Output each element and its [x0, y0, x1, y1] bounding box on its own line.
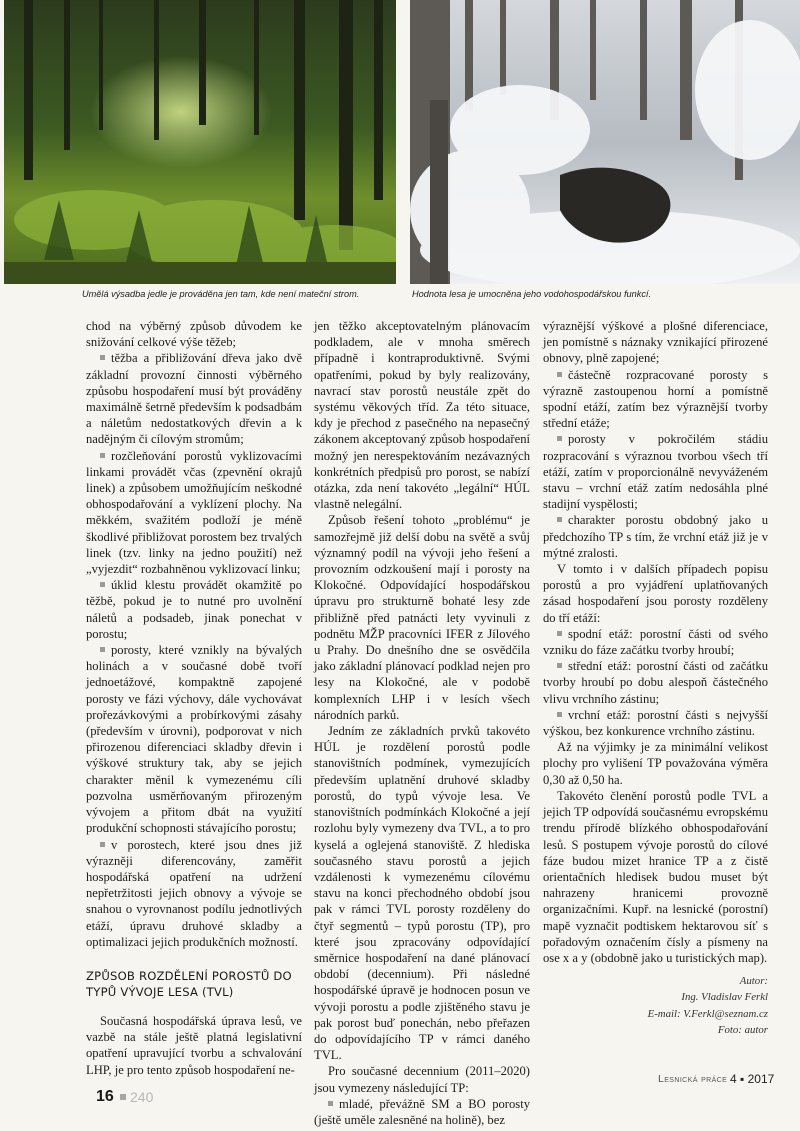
- bullet-square-icon: [100, 582, 105, 587]
- bullet-item: spodní etáž: porostní části od svého vzniku do fáze začátku tvorby hroubí;: [543, 626, 768, 658]
- bullet-item: porosty v pokročilém stádiu rozpracování s výraznou tvorbou všech tří etáží, zatím v proporcionálně nevyváženém stavu – vrchní etáž zatím nedosáhla plné stadijní vyspělosti;: [543, 432, 768, 512]
- bullet-square-icon: [557, 663, 562, 668]
- forest-regeneration-photo: [4, 0, 396, 284]
- paragraph: chod na výběrný způsob důvodem ke snižování celkové výše těžeb;: [86, 319, 302, 350]
- bullet-item: charakter porostu obdobný jako u předchozího TP s tím, že vrchní etáž již je v mýtné zralosti.: [543, 513, 768, 560]
- paragraph: Způsob řešení tohoto „problému“ je samozřejmě již delší dobu na světě a svůj významný podíl na vývoji jeho řešení a provozním odzkoušení mají i porosty na Klokočné. Odpovídající hospodářskou úpravu pro strukturně bohaté lesy zde přibližně před patnácti lety vyvinuli z podnětu MŽP pracovníci IFER z Jílového u Prahy. Do dnešního dne se osvědčila jako základní plánovací podklad nejen pro lesy na Klokočné, ale v podobě komplexních LHP i v lesích všech národních parků.: [314, 513, 530, 722]
- magazine-name: Lesnická práce: [658, 1073, 728, 1085]
- paragraph: jen těžko akceptovatelným plánovacím podkladem, ale v mnoha směrech případně i kontraproduktivně. Svými opatřeními, pokud by byly realizovány, navrací stav porostů neustále zpět do systému věkových tříd. Za této situace, kdy je přechod z pasečného na nepasečný zákonem akceptovaný způsob hospodaření možný jen nerespektováním nezávazných konkrétních předpisů pro porost, se nabízí otázka, zda není takovéto „legální“ HÚL vlastně nelegální.: [314, 319, 530, 512]
- bullet-square-icon: [557, 631, 562, 636]
- forest-regeneration-image: [4, 0, 396, 284]
- bullet-item: v porostech, které jsou dnes již výrazněji diferencovány, zaměřit hospodářská opatření na udržení nepřetržitosti jejich obnovy a vývoje se snahou o vyrovnanost podílu jednotlivých etáží, úpravu druhové skladby a optimalizaci jejich produkčních možností.: [86, 837, 302, 949]
- author-name: Ing. Vladislav Ferkl: [681, 991, 768, 1004]
- bullet-item: mladé, převážně SM a BO porosty (ještě uměle zalesněné na holině), bez: [314, 1096, 530, 1127]
- bullet-square-icon: [557, 712, 562, 717]
- bullet-square-icon: [100, 647, 105, 652]
- paragraph: Pro současné decennium (2011–2020) jsou vymezeny následující TP:: [314, 1064, 530, 1095]
- bullet-square-icon: [557, 372, 562, 377]
- bullet-item: vrchní etáž: porostní části s nejvyšší výškou, bez konkurence vrchního zástinu.: [543, 707, 768, 739]
- bullet-square-icon: [100, 453, 105, 458]
- issue-number: 4 ▪ 2017: [730, 1072, 775, 1086]
- bullet-square-icon: [557, 436, 562, 441]
- bullet-square-icon: [557, 517, 562, 522]
- paragraph: Takovéto členění porostů podle TVL a jejich TP odpovídá současnému evropskému trendu přírodě blízkého obhospodařování lesů. S postupem vývoje porostů do cílové fáze budou mizet hranice TP a z čistě orientačních hledisek budou muset být nahrazeny hranicemi provozně organizačními. Kupř. na lesnické (porostní) mapě vyznačit podtiskem hektarovou síť s pořadovým označením čísly a písmeny na ose x a y (obdobně jako u turistických map).: [543, 788, 768, 965]
- snowy-forest-photo: [410, 0, 800, 284]
- author-email: E-mail: V.Ferkl@seznam.cz: [647, 1007, 768, 1020]
- bullet-item: těžba a přibližování dřeva jako dvě základní provozní činnosti výběrného způsobu hospodaření musí být prováděny maximálně šetrně především k podsadbám a náletům nedostatkových dřevin a k nadějným či cílovým stromům;: [86, 351, 302, 447]
- section-heading: ZPŮSOB ROZDĚLENÍ POROSTŮ DO TYPŮ VÝVOJE LESA (TVL): [86, 968, 292, 1000]
- page-number-alt: 240: [130, 1089, 154, 1105]
- paragraph: Současná hospodářská úprava lesů, ve vazbě na stále ještě platná legislativní opatření upravující tvorbu a schvalování LHP, je pro tento způsob hospodaření ne-: [86, 1013, 302, 1077]
- page-number: 16: [96, 1088, 114, 1105]
- bullet-square-icon: [100, 842, 105, 847]
- bullet-item: úklid klestu provádět okamžitě po těžbě, pokud je to nutné pro uvolnění náletů a podsadeb, jinak ponechat v porostu;: [86, 578, 302, 641]
- caption-left: Umělá výsadba jedle je prováděna jen tam, kde není mateční strom.: [82, 289, 360, 299]
- paragraph: V tomto i v dalších případech popisu porostů a pro vyjádření uplatňovaných zásad hospodaření jsou porosty rozděleny do tří etáží:: [543, 562, 768, 625]
- bullet-item: částečně rozpracované porosty s výrazně zastoupenou horní a pomístně spodní etáží, zatím bez výraznější tvorby střední etáže;: [543, 367, 768, 431]
- photo-credit: Foto: autor: [717, 1024, 768, 1037]
- caption-right: Hodnota lesa je umocněna jeho vodohospodářskou funkcí.: [412, 289, 652, 299]
- article-column-3: [543, 318, 768, 966]
- bullet-item: porosty, které vznikly na bývalých holinách a v současné době tvoří jednoetážové, kompaktně zapojené porosty ve fázi výchovy, dále vychovávat prořezávkovými a probírkovými zásahy (především v úrovni), podporovat v nich přirozenou diferenciaci skladby dřevin i výškové struktury tak, aby se jejich charakter měnil k vymezenému cíli pozvolna usměrňovaným přirozeným vývojem a přitom dbát na využití produkční schopnosti stávajícího porostu;: [86, 643, 302, 836]
- bullet-item: střední etáž: porostní části od začátku tvorby hroubí po dobu alespoň částečného vlivu vrchního zástinu;: [543, 659, 768, 706]
- bullet-square-icon: [100, 355, 105, 360]
- paragraph: výraznější výškové a plošné diferenciace, jen pomístně s náznaky vznikající přirozené obnovy, plně zapojené;: [543, 319, 768, 366]
- snowy-forest-stream-image: [410, 0, 800, 284]
- article-column-2: [314, 318, 530, 1128]
- paragraph: Až na výjimky je za minimální velikost plochy pro vylišení TP považována výměra 0,30 až 0,50 ha.: [543, 740, 768, 787]
- footer-square-icon: [120, 1094, 126, 1100]
- author-label: Autor:: [739, 975, 768, 987]
- bullet-item: rozčleňování porostů vyklizovacími linkami provádět včas (zpevnění okrajů linek) a způsobem umožňujícím neškodné obhospodařování a vyklízení plochy. Na měkkém, svažitém podloží je méně škodlivé přibližovat porostem bez trvalých linek (tzv. linky na jedno použití) než „vyjezdit“ rozbahněnou vyklizovací linku;: [86, 448, 302, 577]
- paragraph: Jedním ze základních prvků takovéto HÚL je rozdělení porostů podle stanovištních podmínek, vymezujících především uplatnění druhové skladby porostů, do typů vývoje lesa. Ve stanovištních podmínkách Klokočné a její rozlohu byly vymezeny dva TVL, a to pro kyselá a oglejená stanoviště. Z hlediska současného stavu porostů a jejich vzdálenosti k vymezenému cílovému stavu na konci přechodného období jsou pak v rámci TVL porosty rozděleny do čtyř segmentů – typů porostu (TP), pro které jsou zpracovány odpovídající směrnice hospodaření na dané plánovací období (decennium). Při následné hospodářské úpravě je hodnocen posun ve vývoji porostu a podle zjištěného stavu je pak porost buď ponechán, nebo přeřazen do odpovídajícího TP v rámci daného TVL.: [314, 724, 530, 1063]
- article-column-1: [86, 318, 302, 1078]
- author-credits: [648, 973, 768, 1039]
